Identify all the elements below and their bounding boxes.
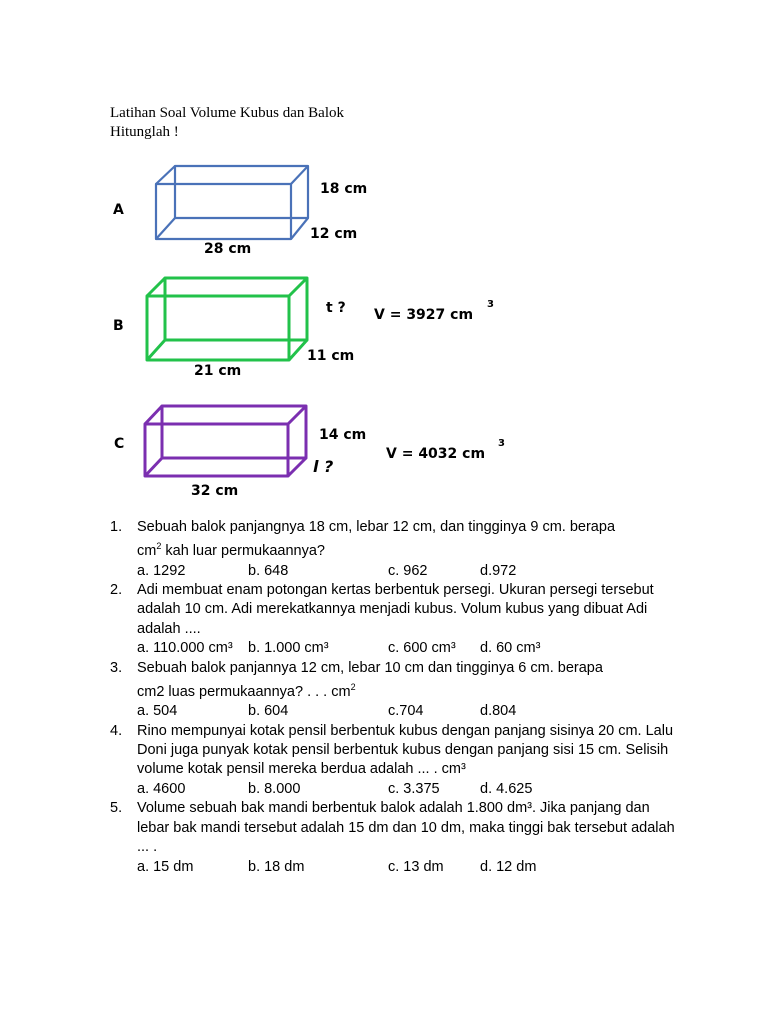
option-c[interactable]: c. 3.375 xyxy=(388,780,440,797)
option-d[interactable]: d. 60 cm³ xyxy=(480,640,541,657)
figure-b-length-label: 21 cm xyxy=(194,363,242,379)
option-c[interactable]: c. 962 xyxy=(388,562,428,579)
figure-a-height-label: 18 cm xyxy=(320,181,368,197)
question-text: Rino mempunyai kotak pensil berbentuk kubus dengan panjang sisinya 20 cm. Lalu Doni juga punyak kotak pensil berbentuk kubus dengan panjang sisi 15 cm. Selisih volume kotak pensil mereka berdua adalah ... . cm³ xyxy=(137,722,674,778)
figure-c-label: C xyxy=(114,436,125,452)
option-d[interactable]: d. 4.625 xyxy=(480,780,533,797)
answer-options xyxy=(137,702,680,721)
option-b[interactable]: b. 1.000 cm³ xyxy=(248,640,329,657)
figure-b-label: B xyxy=(113,318,124,334)
figure-b xyxy=(147,278,307,360)
worksheet-title: Latihan Soal Volume Kubus dan Balok xyxy=(110,105,345,121)
question-number: 4. xyxy=(110,722,123,739)
figure-b-volume-exponent: 3 xyxy=(487,299,494,310)
superscript: 2 xyxy=(156,541,162,552)
question-text-line xyxy=(137,537,680,561)
option-b[interactable]: b. 648 xyxy=(248,562,289,579)
question-number: 5. xyxy=(110,800,123,817)
superscript: 2 xyxy=(350,682,356,693)
cuboid-b-shape xyxy=(147,278,307,360)
figure-b-width-label: 11 cm xyxy=(307,348,355,364)
option-b[interactable]: b. 18 dm xyxy=(248,858,305,875)
option-d[interactable]: d. 12 dm xyxy=(480,858,537,875)
question-item xyxy=(110,518,680,581)
worksheet-instruction: Hitunglah ! xyxy=(110,124,179,140)
option-a[interactable]: a. 1292 xyxy=(137,562,186,579)
option-a[interactable]: a. 110.000 cm³ xyxy=(137,640,233,657)
question-text-line: Sebuah balok panjangnya 18 cm, lebar 12 cm, dan tingginya 9 cm. berapa xyxy=(137,519,616,535)
question-text: Volume sebuah bak mandi berbentuk balok adalah 1.800 dm³. Jika panjang dan lebar bak mandi tersebut adalah 15 dm dan 10 dm, maka tinggi bak tersebut adalah ... . xyxy=(137,800,675,856)
figure-c-length-label: 32 cm xyxy=(191,483,239,499)
question-number: 1. xyxy=(110,519,123,535)
question-number: 3. xyxy=(110,659,123,676)
question-item xyxy=(110,581,680,659)
cuboid-c-shape xyxy=(145,406,306,476)
question-text xyxy=(137,518,680,562)
answer-options xyxy=(137,780,680,799)
figure-c-volume: V = 4032 cm xyxy=(386,446,486,462)
figure-a xyxy=(156,166,308,239)
question-item xyxy=(110,799,680,877)
option-b[interactable]: b. 604 xyxy=(248,703,289,720)
answer-options xyxy=(137,858,680,877)
question-item xyxy=(110,659,680,722)
question-text-part: cm xyxy=(137,543,157,560)
option-c[interactable]: c. 13 dm xyxy=(388,858,444,875)
answer-options xyxy=(137,562,680,581)
figure-a-width-label: 12 cm xyxy=(310,226,358,242)
figure-c-height-label: 14 cm xyxy=(319,427,367,443)
option-b[interactable]: b. 8.000 xyxy=(248,780,301,797)
question-text-part: cm2 luas permukaannya? . . . cm xyxy=(137,683,351,700)
question-text-line: Sebuah balok panjannya 12 cm, lebar 10 cm dan tingginya 6 cm. berapa xyxy=(137,659,603,676)
question-item xyxy=(110,722,680,800)
option-d[interactable]: d.804 xyxy=(480,703,517,720)
figure-b-height-label: t ? xyxy=(326,300,346,316)
question-list xyxy=(110,518,680,877)
figure-c xyxy=(145,406,306,476)
question-text xyxy=(137,659,680,703)
option-c[interactable]: c. 600 cm³ xyxy=(388,640,456,657)
figure-b-volume: V = 3927 cm xyxy=(374,307,474,323)
answer-options xyxy=(137,639,680,658)
figure-c-volume-exponent: 3 xyxy=(498,438,505,449)
question-text-part: kah luar permukaannya? xyxy=(161,543,325,560)
question-text-line xyxy=(137,678,680,702)
option-d[interactable]: d.972 xyxy=(480,562,517,579)
question-text: Adi membuat enam potongan kertas berbentuk persegi. Ukuran persegi tersebut adalah 10 cm. Adi merekatkannya menjadi kubus. Volum kubus yang dibuat Adi adalah .... xyxy=(137,582,654,637)
cuboid-a-shape xyxy=(156,166,308,239)
question-number: 2. xyxy=(110,582,123,599)
option-a[interactable]: a. 15 dm xyxy=(137,858,194,875)
figure-a-length-label: 28 cm xyxy=(204,241,252,257)
figure-a-label: A xyxy=(113,202,124,218)
option-a[interactable]: a. 504 xyxy=(137,703,178,720)
option-a[interactable]: a. 4600 xyxy=(137,780,186,797)
figure-c-width-label: l ? xyxy=(313,457,334,476)
option-c[interactable]: c.704 xyxy=(388,703,424,720)
